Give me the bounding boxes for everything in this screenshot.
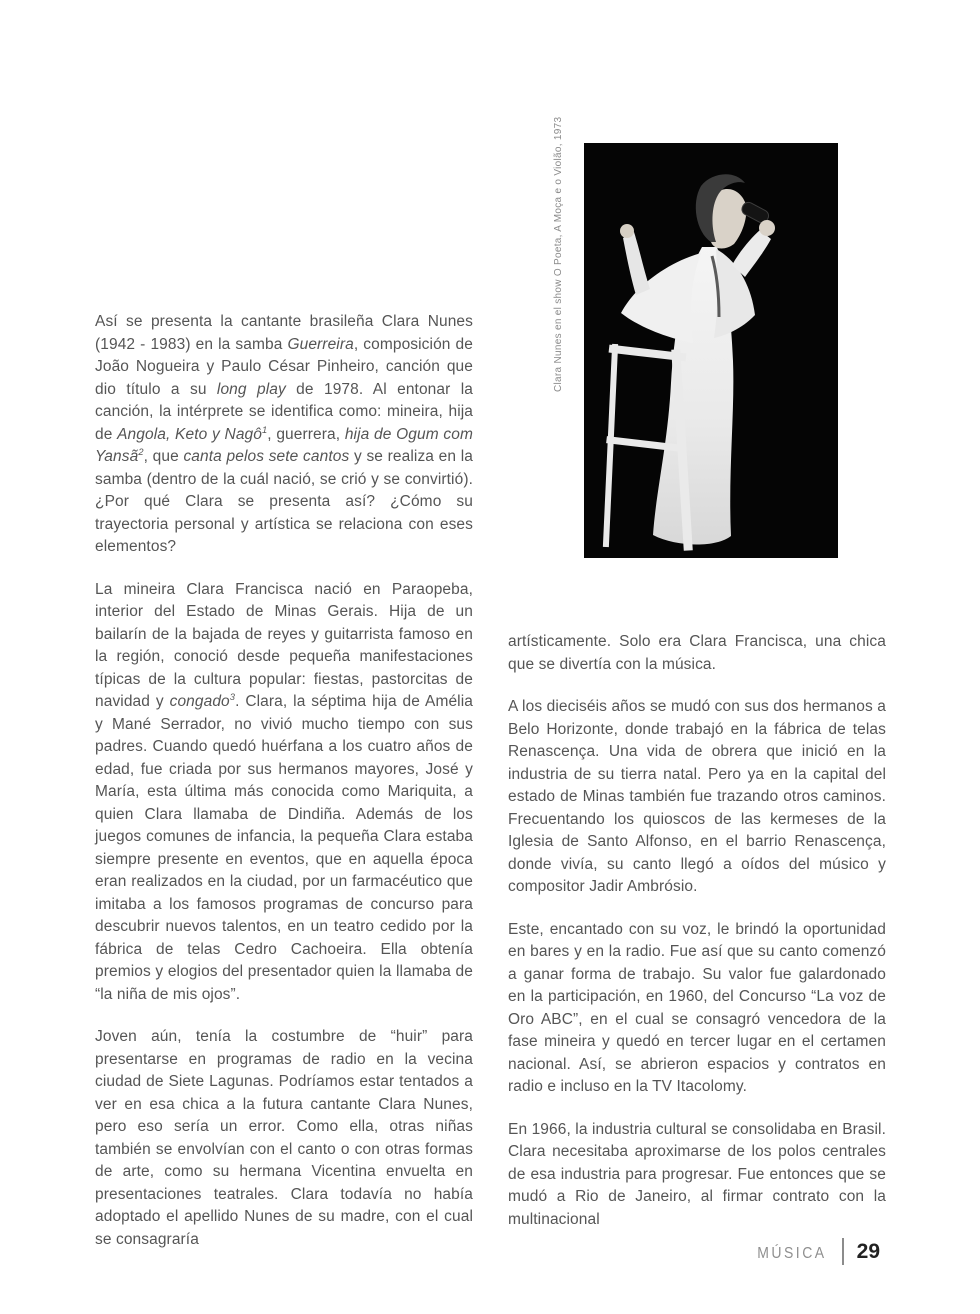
article-left-column [95, 311, 473, 1251]
article-paragraph: Así se presenta la cantante brasileña Clara Nunes (1942 - 1983) en la samba Guerreira, composición de João Nogueira y Paulo César Pinheiro, canción que dio título a su long play de 1978. Al entonar la canción, la intérprete se identifica como: mineira, hija de Angola, Keto y Nagô$^1$, guerrera, hija de Ogum com Yansã$^2$, que canta pelos sete cantos y se realiza en la samba (dentro de la cuál nació, se crió y se convirtió). ¿Por qué Clara se presenta así? ¿Cómo su trayectoria personal y artística se relaciona con eses elementos? [95, 313, 474, 555]
photo-caption: Clara Nunes en el show O Poeta, A Moça e o Violão, 1973 [553, 116, 564, 392]
article-paragraph: Joven aún, tenía la costumbre de “huir” para presentarse en programas de radio en la vecina ciudad de Siete Lagunas. Podríamos estar tentados a ver en esa chica a la futura cantante Clara Nunes, pero eso sería un error. Como ella, otras niñas también se envolvían con el canto o con otras formas de arte, como su hermana Vicentina envuelta en presentaciones teatrales. Clara todavía no había adoptado el apellido Nunes de su madre, con el cual se consagraría [95, 1028, 473, 1248]
page-footer [757, 1238, 880, 1265]
article-paragraph: artísticamente. Solo era Clara Francisca, una chica que se divertía con la música. [508, 633, 886, 673]
photo-illustration [584, 143, 838, 558]
footer-divider [842, 1238, 844, 1265]
footer-section-label: MÚSICA [757, 1242, 827, 1261]
article-paragraph: A los dieciséis años se mudó con sus dos hermanos a Belo Horizonte, donde trabajó en la fábrica de telas Renascença. Una vida de obrera que inició en la industria de su tierra natal. Pero ya en la capital del estado de Minas también fue trazando otros caminos. Frecuentando los quioscos de las kermeses de la Iglesia de Santo Alfonso, en el barrio Renascença, donde vivía, su canto llegó a oídos del músico y compositor Jadir Ambrósio. [508, 698, 886, 895]
article-paragraph: Este, encantado con su voz, le brindó la oportunidad en bares y en la radio. Fue así que su canto comenzó a ganar forma de trabajo. Su valor fue galardonado en la participación, en 1960, del Concurso “La voz de Oro ABC”, en el cual se consagró vencedora de la fase mineira y quedó en tercer lugar en el certamen nacional. Así, se abrieron espacios y contratos en radio e incluso en la TV Itacolomy. [508, 920, 886, 1095]
article-paragraph: En 1966, la industria cultural se consolidaba en Brasil. Clara necesitaba aproximarse de los polos centrales de esa industria para progresar. Fue entonces que se mudó a Rio de Janeiro, al firmar contrato con la multinacional [508, 1120, 886, 1228]
article-paragraph: La mineira Clara Francisca nació en Paraopeba, interior del Estado de Minas Gerais. Hija de un bailarín de la bajada de reyes y guitarrista famoso en la región, conoció desde pequeña manifestaciones típicas de la cultura popular: fiestas, pastorcitas de navidad y congado$^3$. Clara, la séptima hija de Amélia y Mané Serrador, no vivió mucho tiempo con sus padres. Cuando quedó huérfana a los cuatro años de edad, fue criada por sus hermanos mayores, José y María, esta última más conocida como Mariquita, a quien Clara llamaba de Dindiña. Además de los juegos comunes de infancia, la pequeña Clara estaba siempre presente en eventos, que en aquella época eran realizados en la ciudad, por un farmacéutico que imitaba a los famosos programas de concurso para descubrir nuevos talentos, en un teatro cedido por la fábrica de telas Cedro Cachoeira. Ella obtenía premios y elogios del presentador quien la llamaba de “la niña de mis ojos”. [95, 580, 473, 1003]
footer-page-number: 29 [856, 1239, 880, 1263]
article-right-column [508, 631, 886, 1231]
clara-nunes-photo [584, 143, 838, 558]
